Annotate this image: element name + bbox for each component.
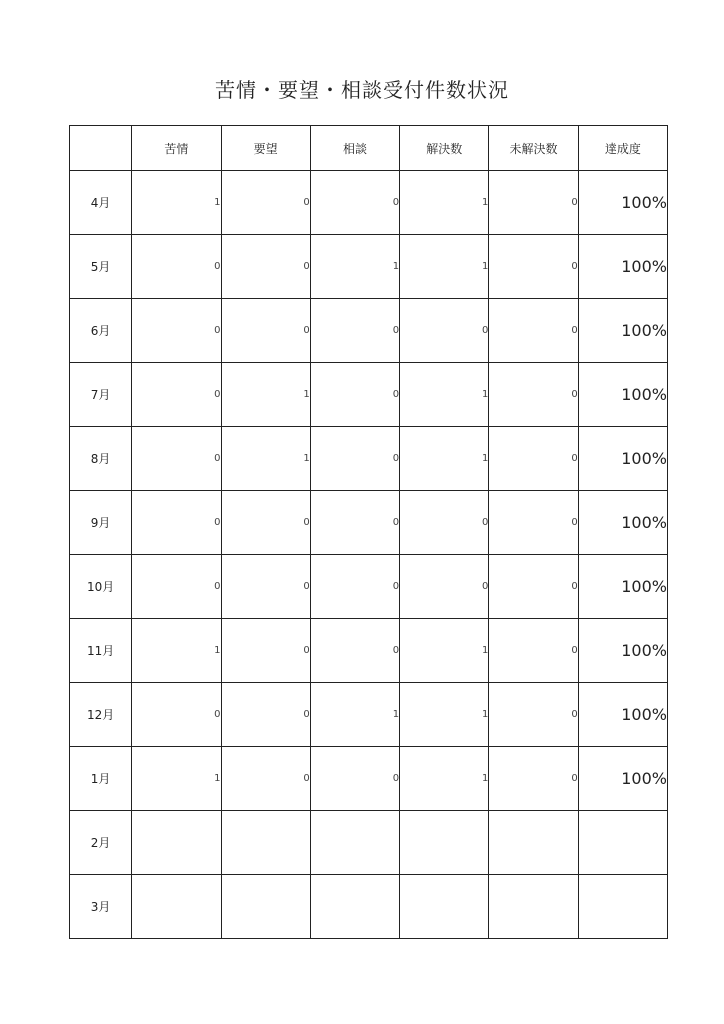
table-header-row — [70, 126, 668, 171]
month-cell: 8月 — [70, 427, 132, 491]
achievement-rate-cell: 100% — [578, 555, 667, 619]
complaints-cell: 0 — [132, 363, 221, 427]
resolved-cell: 1 — [400, 683, 489, 747]
table-row — [70, 747, 668, 811]
unresolved-cell: 0 — [489, 619, 578, 683]
requests-cell: 0 — [221, 747, 310, 811]
month-cell: 9月 — [70, 491, 132, 555]
achievement-rate-cell: 100% — [578, 747, 667, 811]
requests-cell — [221, 875, 310, 939]
table-row — [70, 427, 668, 491]
unresolved-cell — [489, 811, 578, 875]
resolved-cell: 1 — [400, 427, 489, 491]
achievement-rate-cell: 100% — [578, 235, 667, 299]
page-title: 苦情・要望・相談受付件数状況 — [215, 78, 509, 102]
consultations-cell: 0 — [310, 171, 399, 235]
achievement-rate-cell: 100% — [578, 427, 667, 491]
unresolved-cell: 0 — [489, 683, 578, 747]
consultations-cell: 0 — [310, 363, 399, 427]
consultations-cell: 0 — [310, 747, 399, 811]
requests-cell: 0 — [221, 619, 310, 683]
requests-cell: 0 — [221, 491, 310, 555]
resolved-cell: 0 — [400, 491, 489, 555]
unresolved-cell: 0 — [489, 363, 578, 427]
resolved-cell: 1 — [400, 619, 489, 683]
complaints-cell: 0 — [132, 555, 221, 619]
consultations-cell: 0 — [310, 619, 399, 683]
month-cell: 2月 — [70, 811, 132, 875]
header-consultations: 相談 — [310, 126, 399, 171]
month-cell: 7月 — [70, 363, 132, 427]
table-row — [70, 491, 668, 555]
consultations-cell: 0 — [310, 555, 399, 619]
resolved-cell: 0 — [400, 555, 489, 619]
complaints-cell: 0 — [132, 235, 221, 299]
achievement-rate-cell: 100% — [578, 619, 667, 683]
consultations-cell — [310, 811, 399, 875]
resolved-cell: 1 — [400, 171, 489, 235]
header-unresolved: 未解決数 — [489, 126, 578, 171]
complaints-cell: 0 — [132, 683, 221, 747]
month-cell: 6月 — [70, 299, 132, 363]
complaint-summary-table — [69, 125, 668, 939]
unresolved-cell: 0 — [489, 171, 578, 235]
month-cell: 5月 — [70, 235, 132, 299]
resolved-cell: 1 — [400, 363, 489, 427]
table-row — [70, 555, 668, 619]
unresolved-cell: 0 — [489, 555, 578, 619]
complaints-cell — [132, 811, 221, 875]
achievement-rate-cell: 100% — [578, 683, 667, 747]
requests-cell: 0 — [221, 171, 310, 235]
table-row — [70, 235, 668, 299]
month-cell: 1月 — [70, 747, 132, 811]
month-cell: 11月 — [70, 619, 132, 683]
month-cell: 3月 — [70, 875, 132, 939]
complaints-cell: 1 — [132, 619, 221, 683]
unresolved-cell — [489, 875, 578, 939]
header-month — [70, 126, 132, 171]
requests-cell: 0 — [221, 555, 310, 619]
resolved-cell — [400, 875, 489, 939]
month-cell: 4月 — [70, 171, 132, 235]
achievement-rate-cell: 100% — [578, 171, 667, 235]
consultations-cell — [310, 875, 399, 939]
unresolved-cell: 0 — [489, 747, 578, 811]
consultations-cell: 0 — [310, 427, 399, 491]
unresolved-cell: 0 — [489, 235, 578, 299]
table-row — [70, 683, 668, 747]
table-row — [70, 363, 668, 427]
complaints-cell — [132, 875, 221, 939]
requests-cell: 0 — [221, 299, 310, 363]
requests-cell: 1 — [221, 427, 310, 491]
header-requests: 要望 — [221, 126, 310, 171]
achievement-rate-cell: 100% — [578, 363, 667, 427]
month-cell: 10月 — [70, 555, 132, 619]
header-resolved: 解決数 — [400, 126, 489, 171]
table-row — [70, 619, 668, 683]
table-row — [70, 171, 668, 235]
consultations-cell: 0 — [310, 491, 399, 555]
complaints-cell: 0 — [132, 491, 221, 555]
complaints-cell: 1 — [132, 171, 221, 235]
consultations-cell: 1 — [310, 235, 399, 299]
month-cell: 12月 — [70, 683, 132, 747]
requests-cell: 0 — [221, 235, 310, 299]
achievement-rate-cell: 100% — [578, 299, 667, 363]
achievement-rate-cell: 100% — [578, 491, 667, 555]
table-row — [70, 811, 668, 875]
table-row — [70, 299, 668, 363]
complaints-cell: 1 — [132, 747, 221, 811]
consultations-cell: 1 — [310, 683, 399, 747]
table-row — [70, 875, 668, 939]
resolved-cell: 0 — [400, 299, 489, 363]
requests-cell: 0 — [221, 683, 310, 747]
unresolved-cell: 0 — [489, 491, 578, 555]
consultations-cell: 0 — [310, 299, 399, 363]
complaints-cell: 0 — [132, 299, 221, 363]
requests-cell — [221, 811, 310, 875]
unresolved-cell: 0 — [489, 427, 578, 491]
achievement-rate-cell — [578, 811, 667, 875]
resolved-cell: 1 — [400, 747, 489, 811]
resolved-cell: 1 — [400, 235, 489, 299]
achievement-rate-cell — [578, 875, 667, 939]
requests-cell: 1 — [221, 363, 310, 427]
header-complaints: 苦情 — [132, 126, 221, 171]
unresolved-cell: 0 — [489, 299, 578, 363]
complaints-cell: 0 — [132, 427, 221, 491]
resolved-cell — [400, 811, 489, 875]
header-achievement-rate: 達成度 — [578, 126, 667, 171]
